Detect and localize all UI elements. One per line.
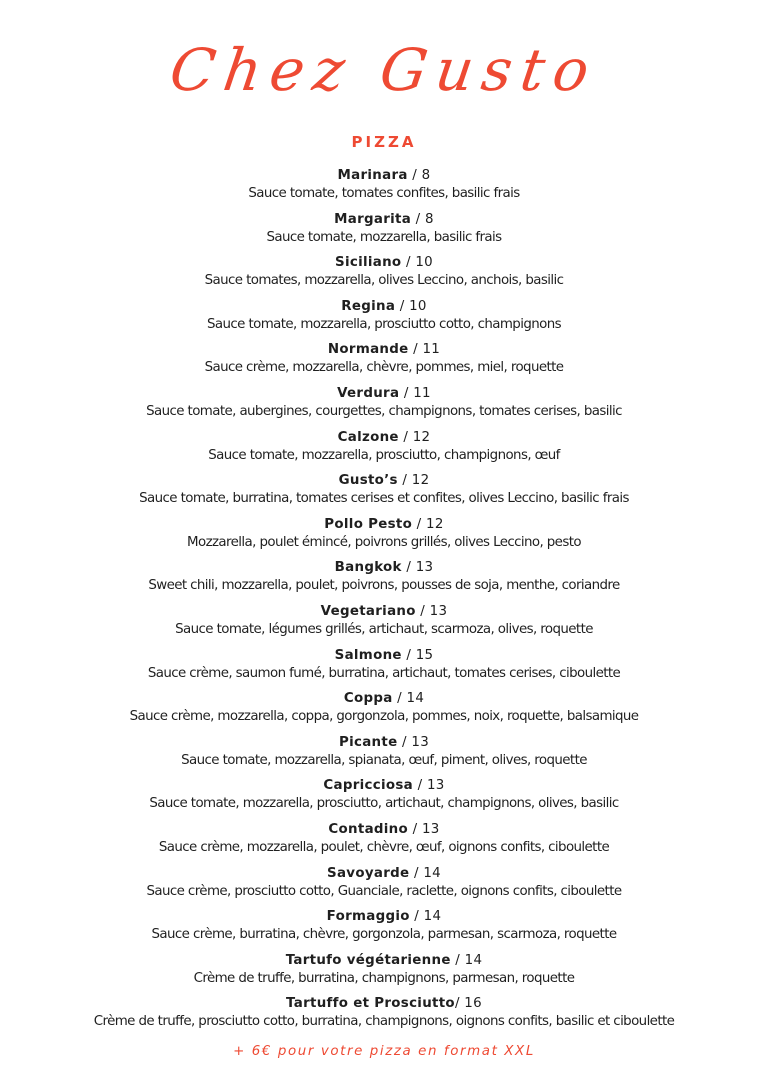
item-name: Normande <box>327 342 409 358</box>
item-price: / 8 <box>411 211 434 227</box>
item-price: / 15 <box>401 647 434 663</box>
menu-item <box>0 515 768 559</box>
item-description: Sauce tomate, aubergines, courgettes, champignons, tomates cerises, basilic <box>146 403 622 419</box>
item-price: / 10 <box>401 255 433 271</box>
item-price: / 14 <box>392 691 425 707</box>
menu-item <box>0 340 768 384</box>
menu-item <box>0 602 768 646</box>
item-price: / 14 <box>409 865 441 881</box>
menu-item <box>0 558 768 602</box>
item-name: Pollo Pesto <box>324 516 413 532</box>
item-description: Sauce crème, mozzarella, poulet, chèvre, œuf, oignons confits, ciboulette <box>158 839 610 855</box>
item-description: Sauce crème, prosciutto cotto, Guanciale, raclette, oignons confits, ciboulette <box>146 883 622 899</box>
item-description: Crème de truffe, prosciutto cotto, burratina, champignons, oignons confits, basilic et ciboulette <box>93 1014 675 1030</box>
menu-item <box>0 820 768 864</box>
menu-item <box>0 384 768 428</box>
menu-item <box>0 253 768 297</box>
item-price: / 10 <box>395 298 427 314</box>
menu-item <box>0 210 768 254</box>
xxl-format-note: + 6€ pour votre pizza en format XXL <box>233 1044 535 1059</box>
menu-item <box>0 907 768 951</box>
item-price: / 12 <box>397 473 430 489</box>
item-price: / 12 <box>412 516 444 532</box>
item-description: Mozzarella, poulet émincé, poivrons grillés, olives Leccino, pesto <box>187 534 581 550</box>
item-name: Contadino <box>328 821 409 837</box>
item-name: Picante <box>338 734 398 750</box>
item-name: Calzone <box>337 429 399 445</box>
menu-item <box>0 689 768 733</box>
item-name: Margarita <box>334 211 412 227</box>
menu-item <box>0 428 768 472</box>
item-price: / 13 <box>397 734 430 750</box>
item-price: / 13 <box>401 560 434 576</box>
item-name: Bangkok <box>334 560 402 576</box>
item-price: / 16 <box>454 996 482 1012</box>
menu-items <box>0 166 768 1038</box>
item-name: Gusto’s <box>338 473 398 489</box>
menu-item <box>0 994 768 1038</box>
menu-item <box>0 166 768 210</box>
item-name: Savoyarde <box>327 865 410 881</box>
item-description: Sauce tomate, mozzarella, spianata, œuf, piment, olives, roquette <box>181 752 587 768</box>
item-name: Vegetariano <box>320 603 416 619</box>
item-description: Sauce crème, burratina, chèvre, gorgonzola, parmesan, scarmoza, roquette <box>151 927 617 943</box>
menu-item <box>0 646 768 690</box>
item-description: Sauce crème, mozzarella, coppa, gorgonzola, pommes, noix, roquette, balsamique <box>129 709 639 725</box>
item-description: Sauce tomate, légumes grillés, artichaut, scarmoza, olives, roquette <box>175 621 593 637</box>
item-price: / 13 <box>413 778 445 794</box>
item-description: Crème de truffe, burratina, champignons, parmesan, roquette <box>193 970 575 986</box>
item-description: Sauce tomate, mozzarella, prosciutto, champignons, œuf <box>208 447 560 463</box>
item-price: / 11 <box>399 385 431 401</box>
item-price: / 8 <box>407 168 431 183</box>
item-name: Coppa <box>343 691 393 707</box>
menu-item <box>0 733 768 777</box>
item-description: Sweet chili, mozzarella, poulet, poivrons, pousses de soja, menthe, coriandre <box>148 578 620 594</box>
section-title: PIZZA <box>351 133 417 151</box>
item-name: Formaggio <box>326 909 410 925</box>
item-description: Sauce crème, saumon fumé, burratina, artichaut, tomates cerises, ciboulette <box>147 665 621 681</box>
item-price: / 13 <box>415 603 448 619</box>
item-description: Sauce tomate, mozzarella, prosciutto cotto, champignons <box>207 316 561 332</box>
item-description: Sauce tomates, mozzarella, olives Leccino, anchois, basilic <box>204 273 564 289</box>
item-price: / 11 <box>408 342 441 358</box>
item-description: Sauce tomate, mozzarella, prosciutto, artichaut, champignons, olives, basilic <box>149 796 619 812</box>
item-description: Sauce tomate, mozzarella, basilic frais <box>266 229 502 245</box>
item-name: Siciliano <box>335 255 402 271</box>
item-name: Tartuffo et Prosciutto <box>286 996 455 1012</box>
item-price: / 14 <box>450 952 483 968</box>
menu-item <box>0 297 768 341</box>
item-name: Marinara <box>337 168 408 183</box>
item-name: Capricciosa <box>323 778 414 794</box>
item-description: Sauce tomate, burratina, tomates cerises et confites, olives Leccino, basilic frais <box>139 491 629 507</box>
menu-item <box>0 471 768 515</box>
item-description: Sauce tomate, tomates confites, basilic frais <box>248 186 520 201</box>
menu-item <box>0 864 768 908</box>
item-price: / 12 <box>398 429 431 445</box>
item-name: Tartufo végétarienne <box>285 952 451 968</box>
restaurant-logo: Chez Gusto <box>165 36 603 104</box>
item-price: / 13 <box>408 821 440 837</box>
item-price: / 14 <box>409 909 442 925</box>
menu-item <box>0 951 768 995</box>
menu-item <box>0 776 768 820</box>
item-name: Salmone <box>334 647 402 663</box>
item-name: Verdura <box>337 385 400 401</box>
item-name: Regina <box>341 298 396 314</box>
item-description: Sauce crème, mozzarella, chèvre, pommes, miel, roquette <box>204 360 564 376</box>
